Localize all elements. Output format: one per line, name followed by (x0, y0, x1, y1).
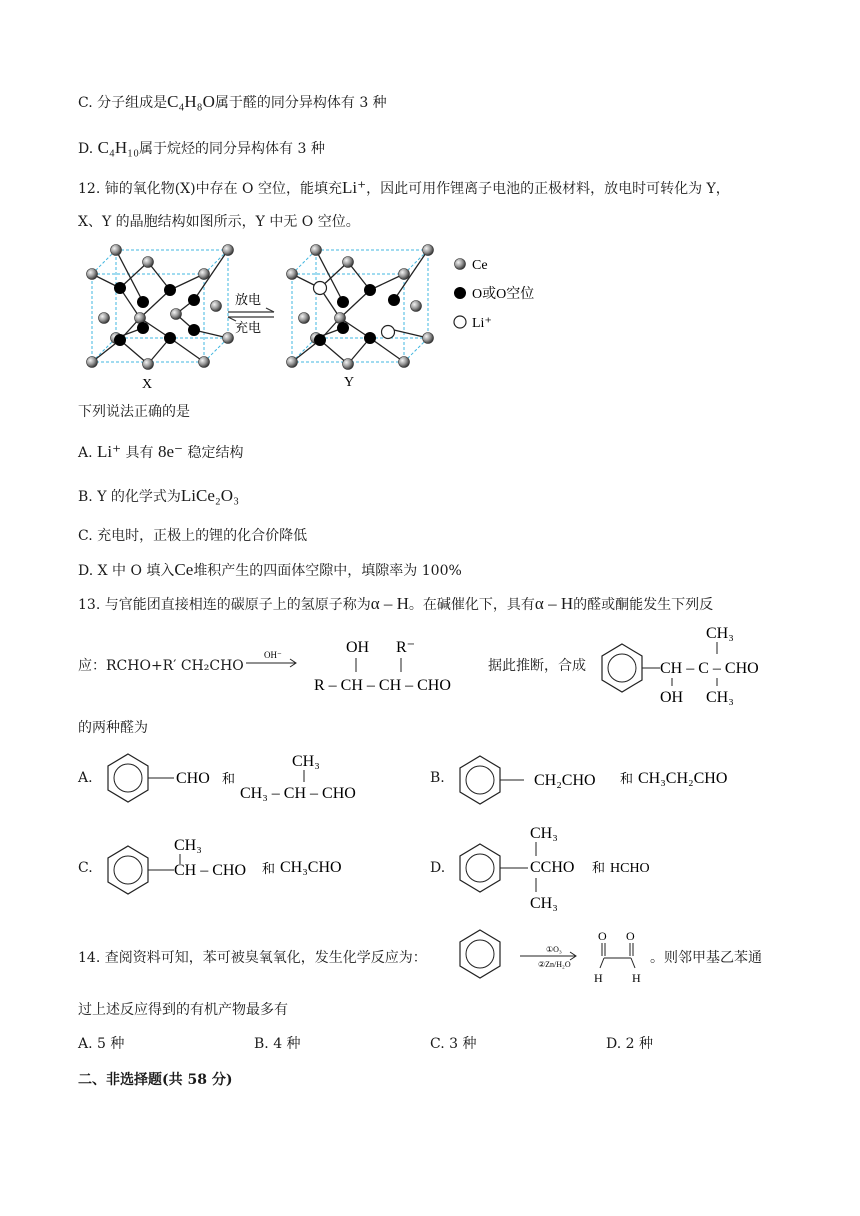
target-molecule (596, 620, 806, 712)
o-legend-icon (454, 287, 466, 299)
question-12-line2: X、Y 的晶胞结构如图所示，Y 中无 O 空位。 (78, 214, 360, 230)
svg-text:CH₃: CH₃ (706, 625, 734, 642)
option-13d-structure (452, 820, 752, 914)
option-12c: C. 充电时，正极上的锂的化合价降低 (78, 528, 308, 544)
question-12-line1: 12. 铈的氧化物(X)中存在 O 空位，能填充Li⁺，因此可用作锂离子电池的正极材料，放电时可转化为 Y， (78, 178, 730, 197)
svg-text:CH₃: CH₃ (292, 753, 320, 770)
svg-text:H: H (594, 971, 603, 985)
arrow-label-charge: 充电 (235, 320, 262, 335)
svg-text:O: O (598, 929, 607, 943)
cell-y (287, 245, 434, 370)
option-14a: A. 5 种 (78, 1036, 125, 1052)
arrow-label-discharge: 放电 (235, 292, 262, 307)
option-11d: D. C₄H₁₀属于烷烃的同分异构体有 3 种 (78, 138, 325, 157)
svg-text:和: 和 (262, 861, 276, 876)
legend (454, 258, 534, 331)
svg-text:②Zn/H₂O: ②Zn/H₂O (538, 960, 571, 969)
reaction-scheme (240, 628, 500, 698)
option-12a: A. Li⁺ 具有 8e⁻ 稳定结构 (78, 442, 244, 461)
option-13a-label: A. (78, 770, 93, 786)
svg-text:①O₃: ①O₃ (546, 945, 562, 954)
svg-text:CH₃: CH₃ (174, 837, 202, 854)
option-11c: C. 分子组成是C₄H₈O属于醛的同分异构体有 3 种 (78, 92, 387, 111)
svg-text:CHO: CHO (176, 770, 210, 787)
question-12-stem: 下列说法正确的是 (78, 404, 190, 420)
label-y: Y (344, 375, 355, 390)
svg-text:CH – CHO: CH – CHO (174, 862, 247, 879)
label-x: X (142, 377, 153, 392)
question-14-line1-end: 。则邻甲基乙苯通 (650, 950, 762, 966)
section-2-heading: 二、非选择题(共 58 分) (78, 1072, 233, 1088)
svg-text:CH₃: CH₃ (530, 825, 558, 842)
svg-text:和: 和 (620, 771, 634, 786)
option-13c-label: C. (78, 860, 93, 876)
svg-text:HCHO: HCHO (610, 861, 650, 876)
svg-text:OH: OH (346, 639, 370, 656)
svg-text:H: H (632, 971, 641, 985)
option-13a-structure (100, 748, 400, 808)
formula-c4h10: C₄H₁₀ (97, 138, 140, 157)
svg-text:CH – C – CHO: CH – C – CHO (660, 660, 759, 677)
question-13-line3: 的两种醛为 (78, 720, 148, 736)
question-14-line1: 14. 查阅资料可知，苯可被臭氧氧化，发生化学反应为： (78, 950, 427, 966)
question-14-line2: 过上述反应得到的有机产物最多有 (78, 1002, 288, 1018)
svg-text:O或O空位: O或O空位 (472, 287, 535, 302)
option-14b: B. 4 种 (254, 1036, 301, 1052)
svg-text:和: 和 (222, 771, 236, 786)
svg-text:OH: OH (660, 689, 684, 706)
svg-text:CH₂CHO: CH₂CHO (534, 772, 596, 789)
ce-legend-icon (455, 259, 466, 270)
svg-text:CH₃CH₂CHO: CH₃CH₂CHO (638, 770, 728, 787)
option-13b-structure (452, 752, 752, 808)
question-13-line2-mid: 据此推断，合成 (488, 658, 586, 674)
svg-text:R⁻: R⁻ (396, 639, 416, 656)
option-13c-structure (100, 832, 400, 898)
svg-text:Ce: Ce (472, 258, 488, 273)
option-13b-label: B. (430, 770, 445, 786)
svg-text:Li⁺: Li⁺ (472, 316, 492, 331)
option-12b: B. Y 的化学式为LiCe₂O₃ (78, 486, 240, 505)
svg-text:R – CH – CH – CHO: R – CH – CH – CHO (314, 677, 451, 694)
svg-text:CH₃: CH₃ (706, 689, 734, 706)
option-14c: C. 3 种 (430, 1036, 477, 1052)
question-13-line1: 13. 与官能团直接相连的碳原子上的氢原子称为α – H。在碱催化下，具有α – H的醛或酮能发生下列反 (78, 594, 714, 613)
svg-text:和: 和 (592, 860, 606, 875)
option-13d-label: D. (430, 860, 446, 876)
svg-text:CCHO: CCHO (530, 859, 575, 876)
formula-c4h8o: C₄H₈O (167, 92, 215, 111)
ozonolysis-scheme (452, 926, 642, 988)
svg-text:CH₃CHO: CH₃CHO (280, 859, 342, 876)
svg-text:OH⁻: OH⁻ (264, 650, 282, 660)
cell-x (87, 245, 234, 370)
crystal-structure-figure (78, 242, 558, 392)
svg-text:O: O (626, 929, 635, 943)
option-12d: D. X 中 O 填入Ce堆积产生的四面体空隙中，填隙率为 100% (78, 560, 462, 579)
li-legend-icon (454, 316, 466, 328)
question-13-line2: 应：RCHO+R′ CH₂CHO (78, 658, 244, 674)
svg-text:CH₃ – CH – CHO: CH₃ – CH – CHO (240, 785, 356, 802)
svg-text:CH₃: CH₃ (530, 895, 558, 912)
option-14d: D. 2 种 (606, 1036, 653, 1052)
